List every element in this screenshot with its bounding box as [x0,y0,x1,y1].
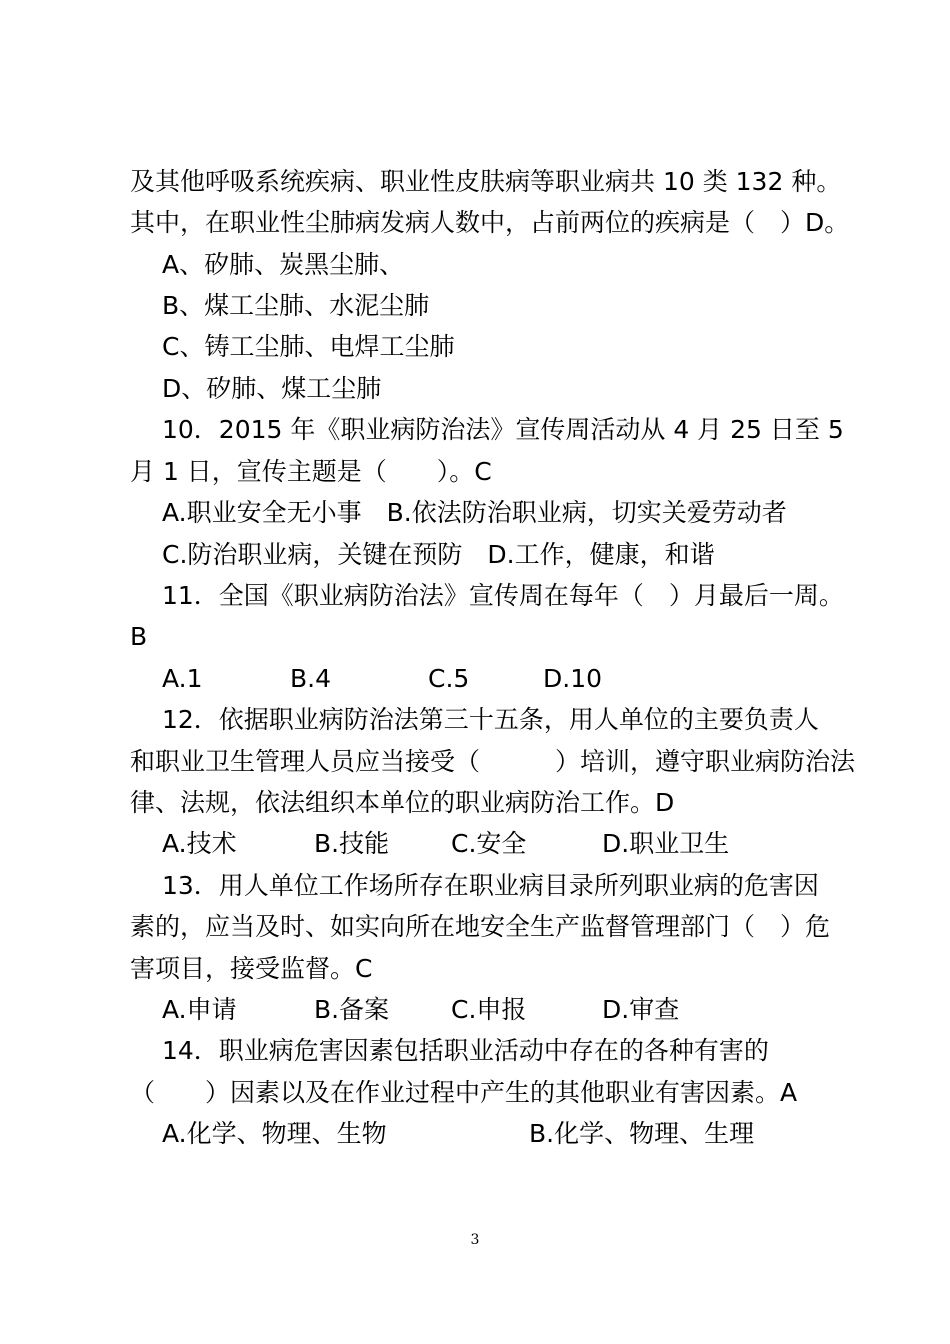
question-10-options-cd: C.防治职业病，关键在预防 D.工作，健康，和谐 [162,540,715,569]
question-11-stem: 11．全国《职业病防治法》宣传周在每年（ ）月最后一周。 [162,581,844,610]
question-10-stem-cont: 月 1 日，宣传主题是（ ）。C [130,457,492,486]
question-13-option-b: B.备案 [314,995,390,1024]
question-13-option-d: D.审查 [602,995,680,1024]
question-11-option-a: A.1 [162,664,203,693]
text-line: 及其他呼吸系统疾病、职业性皮肤病等职业病共 10 类 132 种。 [130,167,842,196]
question-14-stem: 14．职业病危害因素包括职业活动中存在的各种有害的 [162,1036,769,1065]
question-9-option-b: B、煤工尘肺、水泥尘肺 [162,291,430,320]
question-12-option-a: A.技术 [162,829,237,858]
question-9-option-c: C、铸工尘肺、电焊工尘肺 [162,332,455,361]
question-11-option-b: B.4 [290,664,332,693]
question-12-option-b: B.技能 [314,829,390,858]
page-number: 3 [470,1232,480,1248]
question-13-option-c: C.申报 [451,995,527,1024]
question-13-stem-end: 害项目，接受监督。C [130,954,373,983]
question-10-stem: 10．2015 年《职业病防治法》宣传周活动从 4 月 25 日至 5 [162,415,844,444]
question-11-option-c: C.5 [428,664,470,693]
question-12-stem-end: 律、法规，依法组织本单位的职业病防治工作。D [130,788,675,817]
question-14-stem-cont: （ ）因素以及在作业过程中产生的其他职业有害因素。A [130,1078,798,1107]
question-14-option-a: A.化学、物理、生物 [162,1119,387,1148]
question-13-option-a: A.申请 [162,995,237,1024]
question-12-option-d: D.职业卫生 [602,829,730,858]
question-9-stem: 其中，在职业性尘肺病发病人数中，占前两位的疾病是（ ）D。 [130,208,850,237]
question-14-option-b: B.化学、物理、生理 [529,1119,755,1148]
question-13-stem: 13．用人单位工作场所存在职业病目录所列职业病的危害因 [162,871,819,900]
question-11-answer: B [130,622,148,651]
question-13-stem-cont: 素的，应当及时、如实向所在地安全生产监督管理部门（ ）危 [130,912,831,941]
question-9-option-a: A、矽肺、炭黑尘肺、 [162,250,405,279]
question-12-option-c: C.安全 [451,829,527,858]
question-12-stem: 12．依据职业病防治法第三十五条，用人单位的主要负责人 [162,705,819,734]
question-9-option-d: D、矽肺、煤工尘肺 [162,374,382,403]
question-12-stem-cont: 和职业卫生管理人员应当接受（ ）培训，遵守职业病防治法 [130,747,856,776]
question-10-options-ab: A.职业安全无小事 B.依法防治职业病，切实关爱劳动者 [162,498,787,527]
question-11-option-d: D.10 [543,664,603,693]
